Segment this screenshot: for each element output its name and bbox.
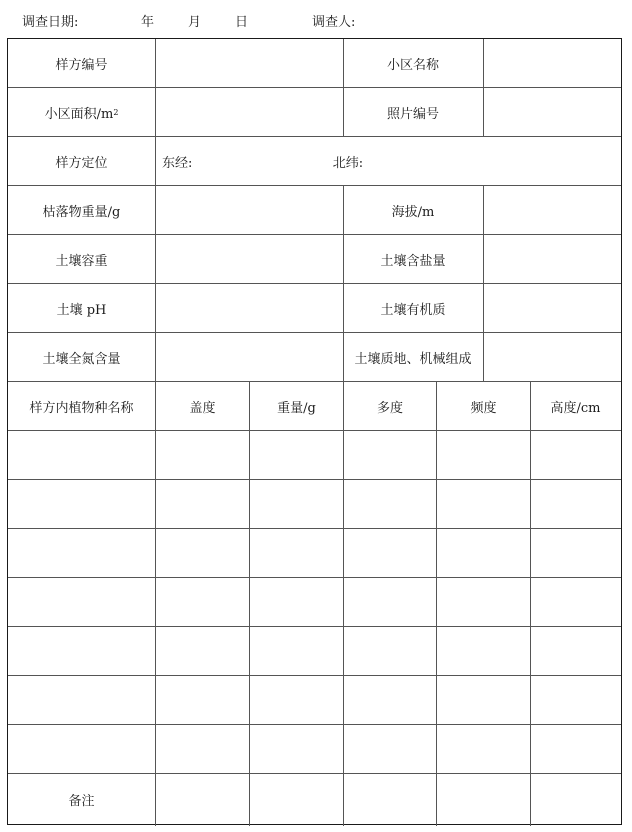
subplot-area-field[interactable] <box>156 88 343 136</box>
day-label: 日 <box>235 15 249 30</box>
altitude-field[interactable] <box>484 186 620 234</box>
coverage-header: 盖度 <box>189 400 216 416</box>
soil-nitrogen-field[interactable] <box>156 333 343 381</box>
subplot-name-label: 小区名称 <box>386 57 439 73</box>
north-latitude-label: 北纬: <box>332 155 364 171</box>
soil-ph-field[interactable] <box>156 284 343 332</box>
photo-id-label: 照片编号 <box>386 106 439 122</box>
month-label: 月 <box>188 15 202 30</box>
soil-texture-label: 土壤质地、机械组成 <box>354 351 472 367</box>
altitude-label: 海拔/m <box>391 204 435 220</box>
subplot-name-field[interactable] <box>484 39 620 87</box>
plot-location-label: 样方定位 <box>55 155 108 171</box>
soil-organic-label: 土壤有机质 <box>380 302 446 318</box>
soil-nitrogen-label: 土壤全氮含量 <box>42 351 121 367</box>
year-label: 年 <box>141 15 155 30</box>
surveyor-label: 调查人: <box>312 15 356 30</box>
survey-form-grid <box>7 38 622 825</box>
soil-salt-label: 土壤含盐量 <box>380 253 446 269</box>
soil-texture-field[interactable] <box>484 333 620 381</box>
subplot-area-label: 小区面积/m 2 <box>44 106 119 122</box>
litter-weight-label: 枯落物重量/g <box>42 204 121 220</box>
bulk-density-field[interactable] <box>156 235 343 283</box>
survey-date-label: 调查日期: <box>22 15 79 30</box>
soil-salt-field[interactable] <box>484 235 620 283</box>
photo-id-field[interactable] <box>484 88 620 136</box>
remarks-label: 备注 <box>68 793 95 809</box>
species-name-header: 样方内植物种名称 <box>29 400 134 416</box>
plot-id-field[interactable] <box>156 39 343 87</box>
litter-weight-field[interactable] <box>156 186 343 234</box>
plot-id-label: 样方编号 <box>55 57 108 73</box>
soil-organic-field[interactable] <box>484 284 620 332</box>
height-header: 高度/cm <box>550 400 601 416</box>
bulk-density-label: 土壤容重 <box>55 253 108 269</box>
soil-ph-label: 土壤 pH <box>56 302 107 318</box>
form-header <box>0 0 632 38</box>
east-longitude-label: 东经: <box>162 155 193 171</box>
frequency-header: 频度 <box>470 400 497 416</box>
abundance-header: 多度 <box>376 400 403 416</box>
weight-header: 重量/g <box>277 400 316 416</box>
